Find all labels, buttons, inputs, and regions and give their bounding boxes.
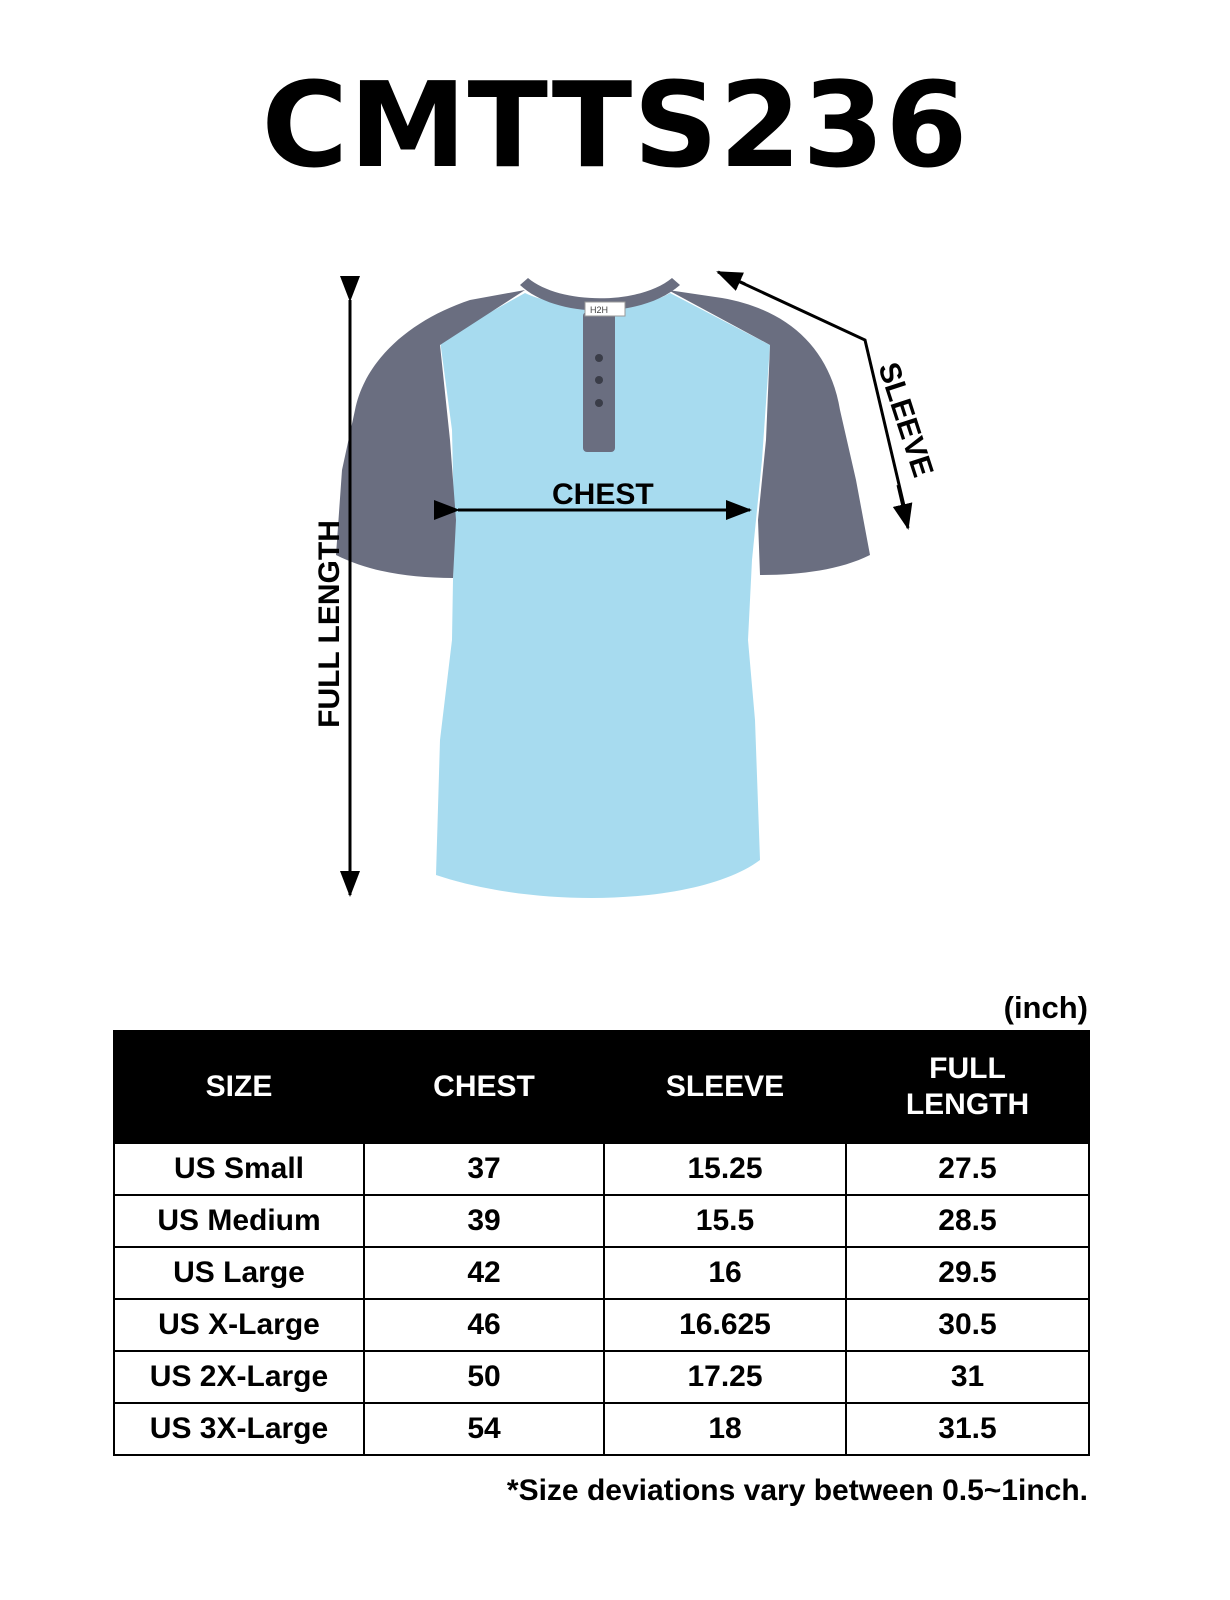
cell-chest: 54 [364,1403,604,1455]
cell-sleeve: 18 [604,1403,846,1455]
header-size: SIZE [114,1031,364,1143]
chest-label: CHEST [552,478,654,511]
header-full-length: FULL LENGTH [846,1031,1089,1143]
tag-text: H2H [590,305,609,315]
table-row [114,1247,1089,1299]
table-row [114,1195,1089,1247]
cell-chest: 50 [364,1351,604,1403]
cell-full-length: 29.5 [846,1247,1089,1299]
sleeve-label: SLEEVE [871,358,940,482]
unit-label: (inch) [1003,990,1088,1025]
cell-full-length: 27.5 [846,1143,1089,1195]
cell-sleeve: 16 [604,1247,846,1299]
full-length-label: FULL LENGTH [313,520,346,728]
button [595,399,603,407]
cell-size: US Small [114,1143,364,1195]
sleeve-arrow-head-start [718,272,745,284]
cell-full-length: 30.5 [846,1299,1089,1351]
cell-sleeve: 17.25 [604,1351,846,1403]
button [595,376,603,384]
cell-full-length: 31.5 [846,1403,1089,1455]
cell-chest: 42 [364,1247,604,1299]
cell-chest: 46 [364,1299,604,1351]
size-deviation-note: *Size deviations vary between 0.5~1inch. [506,1474,1088,1507]
cell-sleeve: 15.5 [604,1195,846,1247]
cell-size: US Large [114,1247,364,1299]
cell-size: US Medium [114,1195,364,1247]
cell-size: US 3X-Large [114,1403,364,1455]
cell-full-length: 28.5 [846,1195,1089,1247]
sleeve-arrow-head-end [898,485,908,528]
cell-sleeve: 15.25 [604,1143,846,1195]
cell-full-length: 31 [846,1351,1089,1403]
cell-chest: 37 [364,1143,604,1195]
table-row [114,1351,1089,1403]
size-chart-table [113,1030,1090,1456]
cell-chest: 39 [364,1195,604,1247]
cell-sleeve: 16.625 [604,1299,846,1351]
button [595,354,603,362]
header-sleeve: SLEEVE [604,1031,846,1143]
table-header-row [114,1031,1089,1143]
table-row [114,1143,1089,1195]
table-row [114,1403,1089,1455]
cell-size: US X-Large [114,1299,364,1351]
table-row [114,1299,1089,1351]
product-code-title: CMTTS236 [261,56,969,194]
cell-size: US 2X-Large [114,1351,364,1403]
header-chest: CHEST [364,1031,604,1143]
